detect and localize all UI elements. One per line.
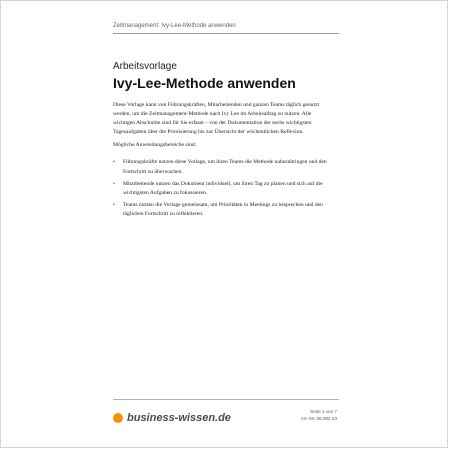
brand-logo [113, 412, 231, 424]
list-item [113, 158, 329, 176]
running-header: Zeitmanagement: Ivy-Lee-Methode anwenden [113, 23, 236, 29]
list-item [113, 201, 329, 219]
list-intro: Mögliche Anwendungsbereiche sind: [113, 142, 197, 149]
brand-name: business-wissen.de [127, 412, 231, 424]
list-item [113, 180, 329, 198]
list-item-text: Teams nutzen die Vorlage gemeinsam, um Prioritäten in Meetings zu besprechen und den täglichen Fortschritt zu reflektieren. [123, 201, 323, 217]
page-number: Seite 1 von 7 [310, 409, 337, 414]
document-kicker: Arbeitsvorlage [113, 61, 177, 72]
bullet-icon: • [113, 159, 115, 166]
bullet-icon: • [113, 201, 115, 208]
list-item-text: Führungskräfte nutzen diese Vorlage, um ihren Teams die Methode nahezubringen und den Fortschritt zu überwachen. [123, 159, 327, 175]
page-meta [301, 408, 337, 422]
brand-dot-icon [113, 413, 123, 423]
article-number: Art.-Nr. 06.002.23 [300, 416, 337, 421]
document-title: Ivy-Lee-Methode anwenden [113, 75, 296, 91]
header-divider [113, 33, 339, 34]
document-body [113, 101, 329, 222]
application-list [113, 158, 329, 219]
intro-paragraph: Diese Vorlage kann von Führungskräften, Mitarbeitenden und ganzen Teams täglich genutzt werden, um die Zeitmanagement-Methode nach Ivy Lee im Arbeitsalltag zu nutzen. Alle wichtigen Abschnitte sind für Sie erfasst – von der Dokumentation der sechs wichtigsten Tagesaufgaben über die Priorisierung bis zur Übersicht der wöchentlichen Reflexion. [113, 102, 320, 136]
bullet-icon: • [113, 180, 115, 187]
list-item-text: Mitarbeitende nutzen das Dokument individuell, um ihren Tag zu planen und sich auf die wichtigsten Aufgaben zu fokussieren. [123, 180, 323, 196]
footer-divider [113, 399, 339, 400]
